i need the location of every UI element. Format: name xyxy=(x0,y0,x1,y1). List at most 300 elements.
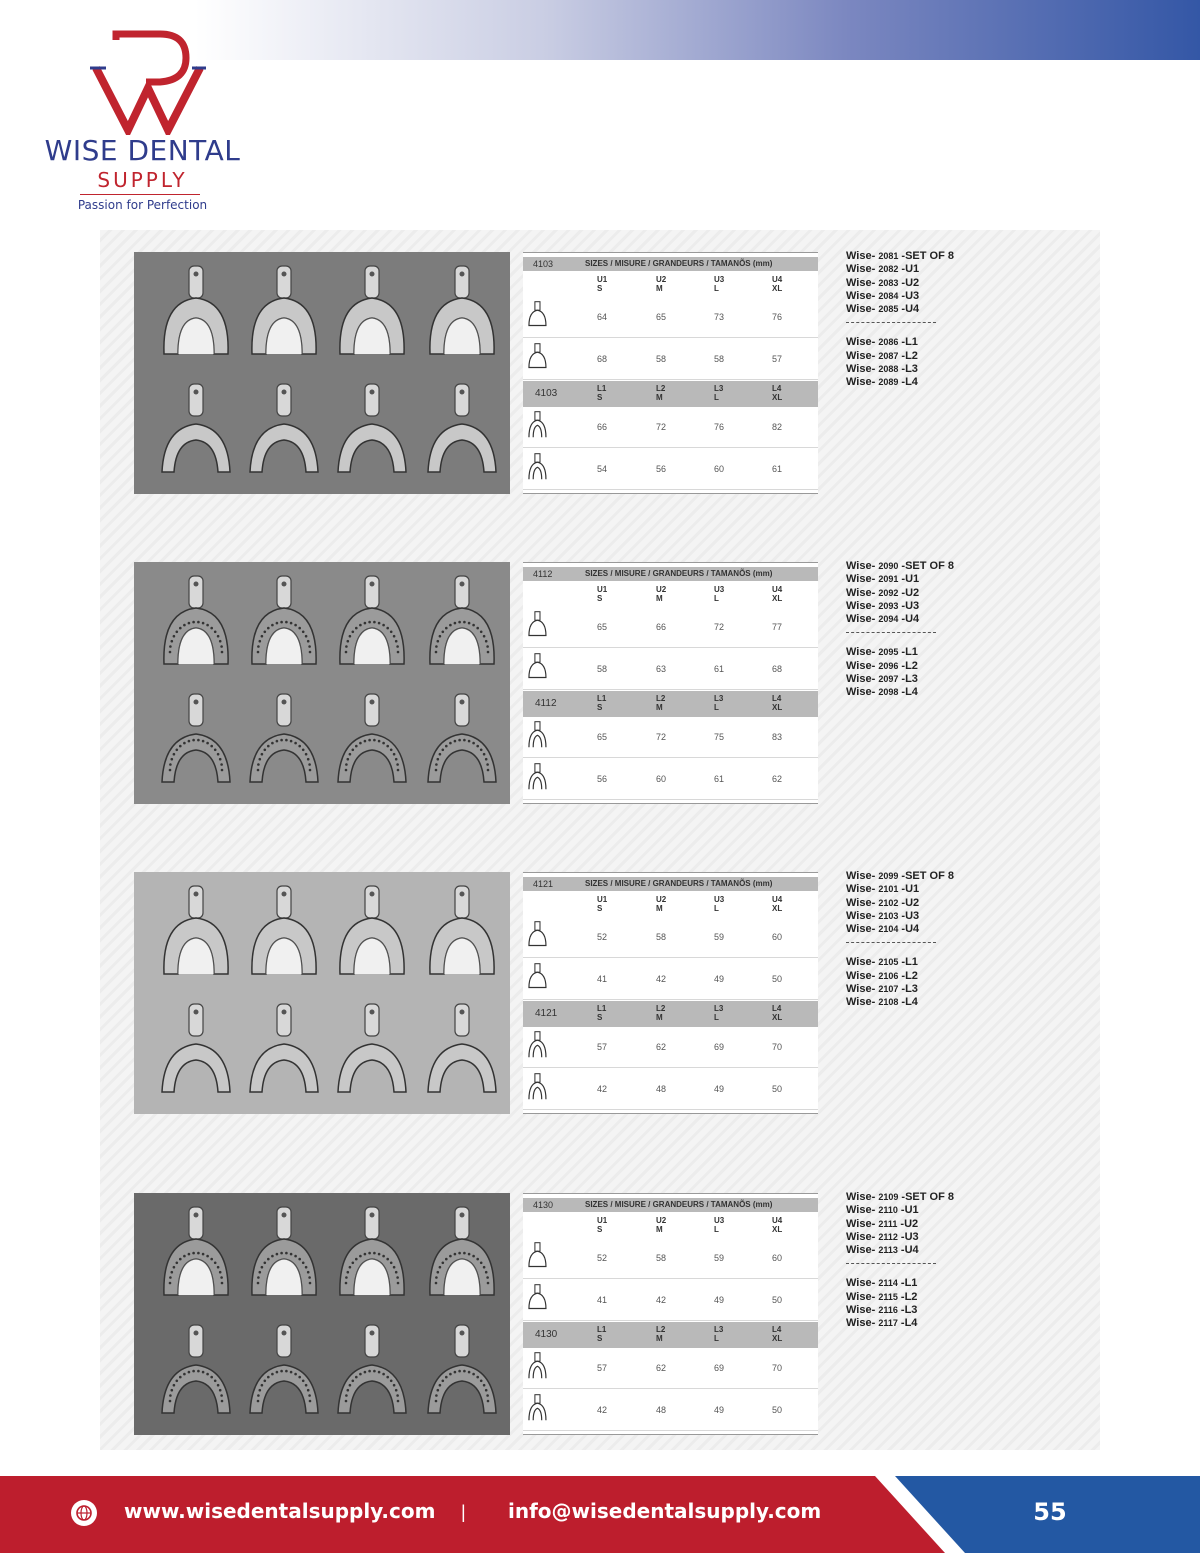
size-letter: L xyxy=(714,393,719,402)
size-letter: L xyxy=(714,284,719,293)
code-number: 2098 xyxy=(878,687,899,698)
catalog-number xyxy=(846,376,1046,389)
size-label xyxy=(714,275,744,293)
lower-tray-icon xyxy=(244,690,324,790)
size-table xyxy=(523,1193,818,1435)
code-suffix: -L2 xyxy=(900,1290,918,1303)
upper-tray-icon xyxy=(332,1203,412,1303)
upper-tray-icon xyxy=(244,1203,324,1303)
upper-tray-width-icon xyxy=(525,1283,555,1319)
measurement-row xyxy=(523,607,818,648)
size-number: U2 xyxy=(656,895,667,904)
tray-photo xyxy=(134,562,510,804)
upper-tray-icon xyxy=(422,1203,502,1303)
lower-tray-icon xyxy=(332,1321,412,1421)
size-label xyxy=(656,1216,686,1234)
upper-tray-icon xyxy=(422,262,502,362)
code-prefix: Wise- xyxy=(846,586,876,599)
catalog-number xyxy=(846,897,1046,910)
code-prefix: Wise- xyxy=(846,276,876,289)
measurement-row xyxy=(523,1348,818,1389)
size-number: U2 xyxy=(656,1216,667,1225)
size-table xyxy=(523,252,818,494)
size-number: L2 xyxy=(656,384,666,393)
measurement-value: 41 xyxy=(597,1295,608,1305)
measurement-value: 42 xyxy=(597,1084,608,1094)
catalog-number xyxy=(846,613,1046,626)
catalog-number xyxy=(846,956,1046,969)
measurement-value: 60 xyxy=(656,774,667,784)
code-number: 2117 xyxy=(878,1318,898,1329)
catalog-number xyxy=(846,660,1046,673)
code-prefix: Wise- xyxy=(846,1204,876,1217)
catalog-number xyxy=(846,1244,1046,1257)
measurement-value: 49 xyxy=(714,974,725,984)
code-number: 2103 xyxy=(878,910,899,921)
size-label xyxy=(656,1325,686,1343)
measurement-value: 61 xyxy=(714,664,725,674)
code-number: 2099 xyxy=(878,871,899,881)
measurement-value: 42 xyxy=(656,1295,667,1305)
code-number: 2104 xyxy=(878,924,899,935)
catalog-number xyxy=(846,970,1046,983)
code-prefix: Wise- xyxy=(846,1191,876,1203)
measurement-value: 56 xyxy=(656,464,667,474)
size-letter: S xyxy=(597,1334,603,1343)
measurement-value: 82 xyxy=(772,422,783,432)
lower-tray-icon xyxy=(244,1000,324,1100)
size-letter: M xyxy=(656,284,663,293)
catalog-number xyxy=(846,303,1046,316)
size-label xyxy=(656,694,686,712)
wise-logo-mark-icon xyxy=(88,30,208,135)
product-code: 4112 xyxy=(535,698,557,709)
size-letter: S xyxy=(597,703,603,712)
size-number: L4 xyxy=(772,1325,782,1334)
size-letter: S xyxy=(597,1225,603,1234)
footer-website-link[interactable]: www.wisedentalsupply.com xyxy=(124,1499,436,1523)
lower-tray-icon xyxy=(422,1321,502,1421)
size-number: L2 xyxy=(656,1325,666,1334)
size-number: U3 xyxy=(714,275,725,284)
size-number: U3 xyxy=(714,895,725,904)
size-letter: L xyxy=(714,594,719,603)
list-divider xyxy=(846,632,936,646)
code-prefix: Wise- xyxy=(846,983,876,996)
code-suffix: -L2 xyxy=(901,659,918,672)
size-letter: S xyxy=(597,1013,603,1022)
measurement-row xyxy=(523,649,818,690)
size-number: U4 xyxy=(772,895,783,904)
code-suffix: -L4 xyxy=(900,1317,918,1330)
measurement-row xyxy=(523,959,818,1000)
size-number: L1 xyxy=(597,694,607,703)
lower_sizes-size-labels xyxy=(523,381,818,407)
lower-tray-icon xyxy=(244,380,324,480)
code-prefix: Wise- xyxy=(846,263,876,276)
measurement-value: 66 xyxy=(597,422,608,432)
code-prefix: Wise- xyxy=(846,996,876,1009)
upper-tray-icon xyxy=(156,1203,236,1303)
list-divider xyxy=(846,1263,936,1277)
code-number: 2096 xyxy=(878,660,899,671)
code-number: 2101 xyxy=(878,884,899,895)
lower-tray-icon xyxy=(422,1000,502,1100)
lower-tray-icon xyxy=(156,1000,236,1100)
catalog-number xyxy=(846,600,1046,613)
code-number: 2106 xyxy=(878,970,899,981)
size-table-title: SIZES / MISURE / GRANDEURS / TAMANÕS (mm) xyxy=(585,569,773,578)
measurement-value: 49 xyxy=(714,1295,725,1305)
code-suffix: -U4 xyxy=(901,303,920,316)
upper-tray-icon xyxy=(332,882,412,982)
code-suffix: -SET OF 8 xyxy=(901,560,954,572)
size-letter: XL xyxy=(772,1225,783,1234)
catalog-number xyxy=(846,910,1046,923)
catalog-number-list xyxy=(846,870,1046,1010)
size-number: L4 xyxy=(772,694,782,703)
size-label xyxy=(714,1004,744,1022)
lower-tray-icon xyxy=(422,380,502,480)
measurement-value: 54 xyxy=(597,464,608,474)
size-letter: L xyxy=(714,1225,719,1234)
size-label xyxy=(656,585,686,603)
catalog-number xyxy=(846,1218,1046,1231)
code-number: 2085 xyxy=(878,304,899,315)
code-suffix: -U3 xyxy=(901,599,920,612)
code-number: 2116 xyxy=(878,1305,898,1316)
measurement-value: 52 xyxy=(597,932,608,942)
code-suffix: -L3 xyxy=(901,673,918,686)
code-prefix: Wise- xyxy=(846,1244,876,1257)
code-prefix: Wise- xyxy=(846,1290,876,1303)
catalog-number xyxy=(846,996,1046,1009)
measurement-value: 76 xyxy=(772,312,783,322)
size-number: U2 xyxy=(656,275,667,284)
code-suffix: -U2 xyxy=(901,896,920,909)
size-number: L1 xyxy=(597,1325,607,1334)
product-code: 4121 xyxy=(533,879,554,889)
measurement-value: 72 xyxy=(656,732,667,742)
measurement-value: 65 xyxy=(597,732,608,742)
measurement-row xyxy=(523,449,818,490)
size-label xyxy=(597,384,627,402)
code-number: 2097 xyxy=(878,674,899,685)
measurement-value: 42 xyxy=(656,974,667,984)
upper_sizes-size-labels xyxy=(523,1213,818,1239)
code-number: 2102 xyxy=(878,897,899,908)
catalog-number xyxy=(846,363,1046,376)
lower-tray-length-icon xyxy=(525,720,555,756)
code-suffix: -U2 xyxy=(901,276,920,289)
code-suffix: -L2 xyxy=(901,969,918,982)
code-number: 2105 xyxy=(878,957,899,968)
size-letter: XL xyxy=(772,703,783,712)
size-label xyxy=(714,895,744,913)
measurement-row xyxy=(523,297,818,338)
size-label xyxy=(597,1216,627,1234)
measurement-value: 69 xyxy=(714,1363,725,1373)
size-number: U4 xyxy=(772,1216,783,1225)
measurement-value: 57 xyxy=(597,1363,608,1373)
size-number: U4 xyxy=(772,275,783,284)
catalog-number xyxy=(846,587,1046,600)
measurement-value: 59 xyxy=(714,1253,725,1263)
size-letter: XL xyxy=(772,284,783,293)
measurement-value: 58 xyxy=(656,354,667,364)
code-suffix: -L3 xyxy=(901,983,918,996)
catalog-number xyxy=(846,1317,1046,1330)
lower-tray-length-icon xyxy=(525,452,555,488)
size-letter: L xyxy=(714,703,719,712)
measurement-value: 57 xyxy=(597,1042,608,1052)
code-number: 2095 xyxy=(878,647,899,658)
upper-tray-width-icon xyxy=(525,1241,555,1277)
size-table xyxy=(523,872,818,1114)
code-prefix: Wise- xyxy=(846,363,876,376)
size-letter: M xyxy=(656,594,663,603)
catalog-number xyxy=(846,250,1046,263)
measurement-row xyxy=(523,407,818,448)
code-number: 2090 xyxy=(878,561,899,571)
product-code: 4103 xyxy=(535,388,558,399)
catalog-panel xyxy=(100,230,1100,1450)
code-suffix: -U3 xyxy=(900,1230,919,1243)
code-prefix: Wise- xyxy=(846,870,876,882)
measurement-value: 77 xyxy=(772,622,783,632)
measurement-value: 72 xyxy=(714,622,725,632)
measurement-row xyxy=(523,717,818,758)
size-number: U4 xyxy=(772,585,783,594)
tray-photo xyxy=(134,872,510,1114)
code-number: 2115 xyxy=(878,1291,898,1302)
upper-tray-icon xyxy=(244,572,324,672)
measurement-value: 62 xyxy=(656,1363,667,1373)
code-prefix: Wise- xyxy=(846,1277,876,1290)
size-label xyxy=(772,1325,802,1343)
size-label xyxy=(714,585,744,603)
code-prefix: Wise- xyxy=(846,613,876,626)
product-block xyxy=(100,850,1100,1100)
measurement-value: 48 xyxy=(656,1405,667,1415)
code-number: 2107 xyxy=(878,984,899,995)
upper-tray-width-icon xyxy=(525,962,555,998)
code-prefix: Wise- xyxy=(846,956,876,969)
measurement-value: 60 xyxy=(772,1253,783,1263)
lower-tray-icon xyxy=(244,1321,324,1421)
measurement-value: 49 xyxy=(714,1405,725,1415)
size-label xyxy=(656,1004,686,1022)
lower-tray-icon xyxy=(156,1321,236,1421)
measurement-value: 65 xyxy=(656,312,667,322)
size-letter: XL xyxy=(772,904,783,913)
size-table-header xyxy=(523,567,818,581)
code-suffix: -U3 xyxy=(901,289,920,302)
catalog-number xyxy=(846,673,1046,686)
code-prefix: Wise- xyxy=(846,1317,876,1330)
size-number: L3 xyxy=(714,1004,724,1013)
size-letter: S xyxy=(597,393,603,402)
measurement-value: 57 xyxy=(772,354,783,364)
catalog-number xyxy=(846,1191,1046,1204)
code-suffix: -U4 xyxy=(900,1244,919,1257)
product-block xyxy=(100,230,1100,480)
measurement-value: 41 xyxy=(597,974,608,984)
measurement-value: 56 xyxy=(597,774,608,784)
size-number: L1 xyxy=(597,1004,607,1013)
measurement-value: 61 xyxy=(772,464,783,474)
upper-tray-icon xyxy=(156,572,236,672)
upper-tray-icon xyxy=(156,882,236,982)
code-number: 2081 xyxy=(878,251,899,261)
code-prefix: Wise- xyxy=(846,883,876,896)
measurement-row xyxy=(523,759,818,800)
size-letter: XL xyxy=(772,594,783,603)
upper-tray-icon xyxy=(156,262,236,362)
code-prefix: Wise- xyxy=(846,289,876,302)
code-prefix: Wise- xyxy=(846,969,876,982)
brand-logo xyxy=(40,30,270,220)
size-letter: S xyxy=(597,904,603,913)
upper-tray-icon xyxy=(422,882,502,982)
upper-tray-width-icon xyxy=(525,652,555,688)
size-number: U1 xyxy=(597,275,608,284)
upper-tray-width-icon xyxy=(525,920,555,956)
measurement-value: 58 xyxy=(656,1253,667,1263)
measurement-row xyxy=(523,1069,818,1110)
size-label xyxy=(656,895,686,913)
code-suffix: -L1 xyxy=(901,336,918,349)
measurement-value: 60 xyxy=(772,932,783,942)
code-number: 2089 xyxy=(878,377,899,388)
code-prefix: Wise- xyxy=(846,1217,876,1230)
catalog-number xyxy=(846,983,1046,996)
code-suffix: -L3 xyxy=(901,363,918,376)
product-block xyxy=(100,540,1100,790)
size-number: L3 xyxy=(714,384,724,393)
code-number: 2110 xyxy=(878,1205,898,1216)
brand-name: WISE DENTAL xyxy=(44,134,241,167)
measurement-value: 62 xyxy=(772,774,783,784)
lower-tray-length-icon xyxy=(525,1030,555,1066)
upper-tray-icon xyxy=(332,262,412,362)
lower-tray-icon xyxy=(332,380,412,480)
size-label xyxy=(656,384,686,402)
size-label xyxy=(772,1216,802,1234)
code-suffix: -L1 xyxy=(901,956,918,969)
catalog-number xyxy=(846,1204,1046,1217)
upper-tray-icon xyxy=(422,572,502,672)
measurement-value: 50 xyxy=(772,1084,783,1094)
measurement-value: 75 xyxy=(714,732,725,742)
code-suffix: -U1 xyxy=(901,883,920,896)
catalog-number-list xyxy=(846,560,1046,700)
catalog-number xyxy=(846,263,1046,276)
lower-tray-icon xyxy=(156,690,236,790)
code-number: 2092 xyxy=(878,587,899,598)
lower-tray-icon xyxy=(156,380,236,480)
upper_sizes-size-labels xyxy=(523,892,818,918)
size-label xyxy=(772,895,802,913)
size-table-header xyxy=(523,257,818,271)
lower-tray-length-icon xyxy=(525,410,555,446)
footer-email-link[interactable]: info@wisedentalsupply.com xyxy=(508,1499,822,1523)
code-suffix: -L4 xyxy=(901,376,918,389)
size-table-title: SIZES / MISURE / GRANDEURS / TAMANÕS (mm) xyxy=(585,259,773,268)
code-suffix: -U2 xyxy=(900,1217,919,1230)
size-number: L3 xyxy=(714,1325,724,1334)
code-number: 2083 xyxy=(878,277,899,288)
code-suffix: -L4 xyxy=(901,686,918,699)
code-prefix: Wise- xyxy=(846,376,876,389)
product-code: 4121 xyxy=(535,1008,558,1019)
code-suffix: -U4 xyxy=(901,613,920,626)
product-code: 4112 xyxy=(533,569,553,579)
header-gradient-bar xyxy=(195,0,1200,60)
code-suffix: -SET OF 8 xyxy=(901,1191,954,1203)
size-label xyxy=(714,384,744,402)
measurement-value: 62 xyxy=(656,1042,667,1052)
lower-tray-length-icon xyxy=(525,1393,555,1429)
upper-tray-width-icon xyxy=(525,610,555,646)
size-letter: L xyxy=(714,1013,719,1022)
code-number: 2111 xyxy=(878,1218,898,1229)
measurement-value: 83 xyxy=(772,732,783,742)
size-number: L4 xyxy=(772,384,782,393)
footer-separator: | xyxy=(461,1502,466,1522)
code-suffix: -U4 xyxy=(901,923,920,936)
catalog-number xyxy=(846,923,1046,936)
measurement-value: 61 xyxy=(714,774,725,784)
code-prefix: Wise- xyxy=(846,1304,876,1317)
measurement-value: 52 xyxy=(597,1253,608,1263)
upper-tray-icon xyxy=(244,262,324,362)
code-prefix: Wise- xyxy=(846,599,876,612)
size-table xyxy=(523,562,818,804)
size-label xyxy=(597,275,627,293)
catalog-number xyxy=(846,686,1046,699)
catalog-number xyxy=(846,1304,1046,1317)
code-suffix: -L1 xyxy=(901,646,918,659)
catalog-number xyxy=(846,350,1046,363)
tray-photo xyxy=(134,252,510,494)
measurement-value: 60 xyxy=(714,464,725,474)
size-label xyxy=(714,1325,744,1343)
catalog-number xyxy=(846,336,1046,349)
code-suffix: -SET OF 8 xyxy=(901,250,954,262)
size-letter: L xyxy=(714,1334,719,1343)
size-label xyxy=(597,895,627,913)
measurement-value: 42 xyxy=(597,1405,608,1415)
code-suffix: -L4 xyxy=(901,996,918,1009)
catalog-number xyxy=(846,1277,1046,1290)
measurement-value: 70 xyxy=(772,1042,783,1052)
code-suffix: -L1 xyxy=(900,1277,918,1290)
code-number: 2094 xyxy=(878,614,899,625)
size-label xyxy=(772,384,802,402)
size-letter: S xyxy=(597,284,603,293)
size-label xyxy=(597,1325,627,1343)
product-code: 4130 xyxy=(535,1329,558,1340)
size-label xyxy=(597,1004,627,1022)
measurement-value: 68 xyxy=(772,664,783,674)
code-number: 2113 xyxy=(878,1245,898,1256)
code-prefix: Wise- xyxy=(846,686,876,699)
size-letter: S xyxy=(597,594,603,603)
measurement-value: 73 xyxy=(714,312,725,322)
measurement-value: 72 xyxy=(656,422,667,432)
size-label xyxy=(772,694,802,712)
